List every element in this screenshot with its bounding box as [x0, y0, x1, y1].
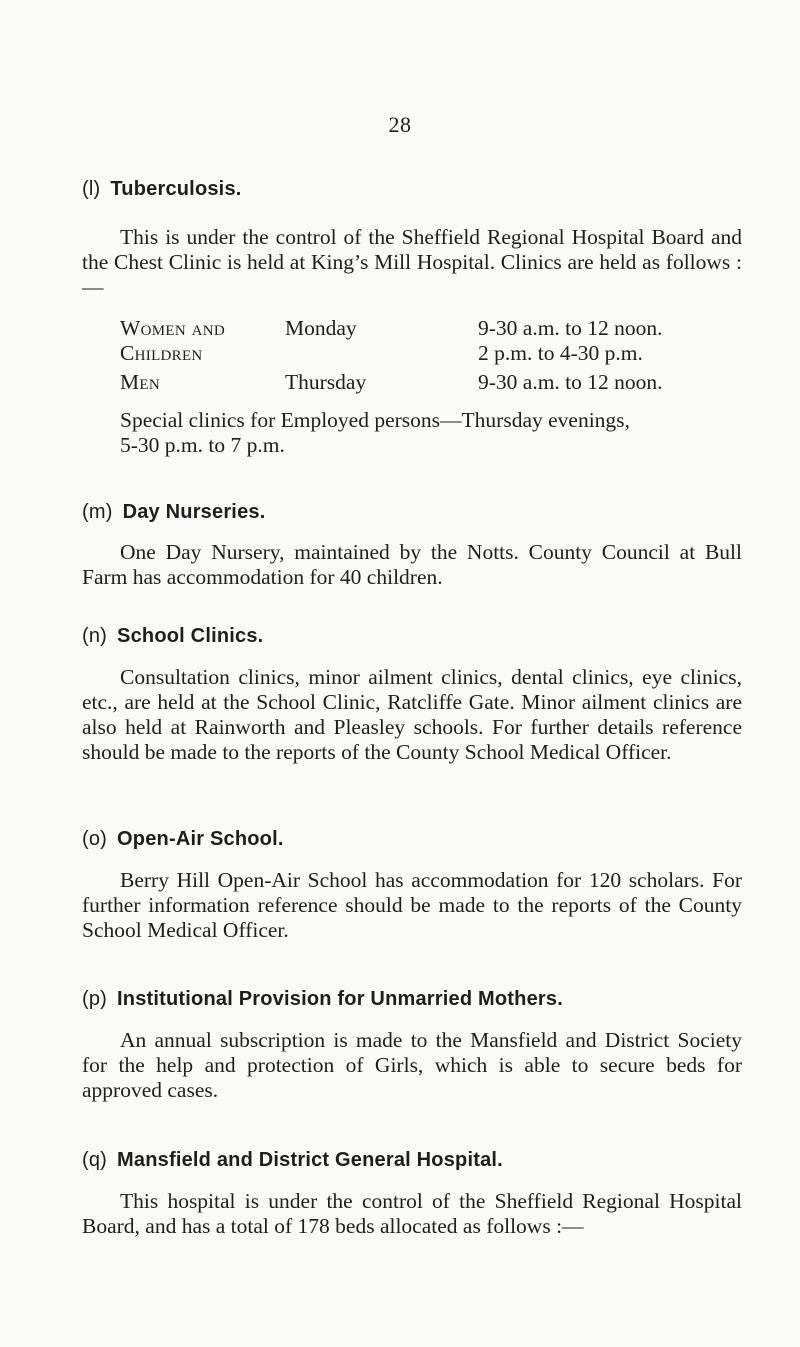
section-letter: (m) — [82, 501, 113, 523]
section-heading — [82, 986, 742, 1012]
section-open-air-school — [82, 826, 742, 852]
day-nurseries-text — [82, 540, 742, 590]
section-letter: (o) — [82, 828, 108, 850]
section-title: School Clinics. — [117, 625, 264, 647]
paragraph-text: An annual subscription is made to the Mansfield and District Society for the help and protection of Girls, which is able to secure beds for approved cases. — [82, 1028, 742, 1102]
section-heading — [82, 499, 742, 525]
schedule-day: Monday — [285, 316, 357, 340]
section-letter: (l) — [82, 178, 101, 200]
section-letter: (q) — [82, 1149, 108, 1171]
paragraph-text: Consultation clinics, minor ailment clinics, dental clinics, eye clinics, etc., are held at the School Clinic, Ratcliffe Gate. Minor ailment clinics are also held at Rainworth and Pleasley schools. For further details reference should be made to the reports of the County School Medical Officer. — [82, 665, 742, 764]
section-school-clinics — [82, 623, 742, 649]
section-general-hospital — [82, 1147, 742, 1173]
schedule-time: 9-30 a.m. to 12 noon. — [478, 370, 663, 394]
section-heading — [82, 826, 742, 852]
section-heading — [82, 623, 742, 649]
section-title: Open-Air School. — [117, 828, 284, 850]
section-letter: (n) — [82, 625, 108, 647]
special-clinics-time: 5-30 p.m. to 7 p.m. — [120, 433, 285, 457]
unmarried-mothers-text — [82, 1028, 742, 1103]
section-title: Institutional Provision for Unmarried Mothers. — [117, 988, 563, 1010]
section-heading — [82, 176, 742, 202]
schedule-day: Thursday — [285, 370, 367, 394]
general-hospital-text — [82, 1189, 742, 1239]
section-letter: (p) — [82, 988, 108, 1010]
section-unmarried-mothers — [82, 986, 742, 1012]
paragraph-text: One Day Nursery, maintained by the Notts. County Council at Bull Farm has accommodation for 40 children. — [82, 540, 742, 589]
section-title: Mansfield and District General Hospital. — [117, 1149, 503, 1171]
open-air-school-text — [82, 868, 742, 943]
section-title: Tuberculosis. — [110, 178, 242, 200]
schedule-time: 2 p.m. to 4-30 p.m. — [478, 341, 643, 365]
schedule-time: 9-30 a.m. to 12 noon. — [478, 316, 663, 340]
tuberculosis-intro — [82, 225, 742, 300]
special-clinics-text: Special clinics for Employed persons—Thursday evenings, — [120, 408, 630, 432]
paragraph-text: This is under the control of the Sheffield Regional Hospital Board and the Chest Clinic is held at King’s Mill Hospital. Clinics are held as follows :— — [82, 225, 742, 299]
school-clinics-text — [82, 665, 742, 765]
page-number: 28 — [388, 112, 412, 137]
section-heading — [82, 1147, 742, 1173]
section-day-nurseries — [82, 499, 742, 525]
schedule-group-line2: Children — [120, 341, 203, 365]
paragraph-text: Berry Hill Open-Air School has accommodation for 120 scholars. For further information reference should be made to the reports of the County School Medical Officer. — [82, 868, 742, 942]
paragraph-text: This hospital is under the control of the Sheffield Regional Hospital Board, and has a total of 178 beds allocated as follows :— — [82, 1189, 742, 1238]
section-title: Day Nurseries. — [122, 501, 266, 523]
schedule-group: Women and — [120, 316, 226, 340]
schedule-group: Men — [120, 370, 161, 394]
section-tuberculosis — [82, 176, 742, 202]
